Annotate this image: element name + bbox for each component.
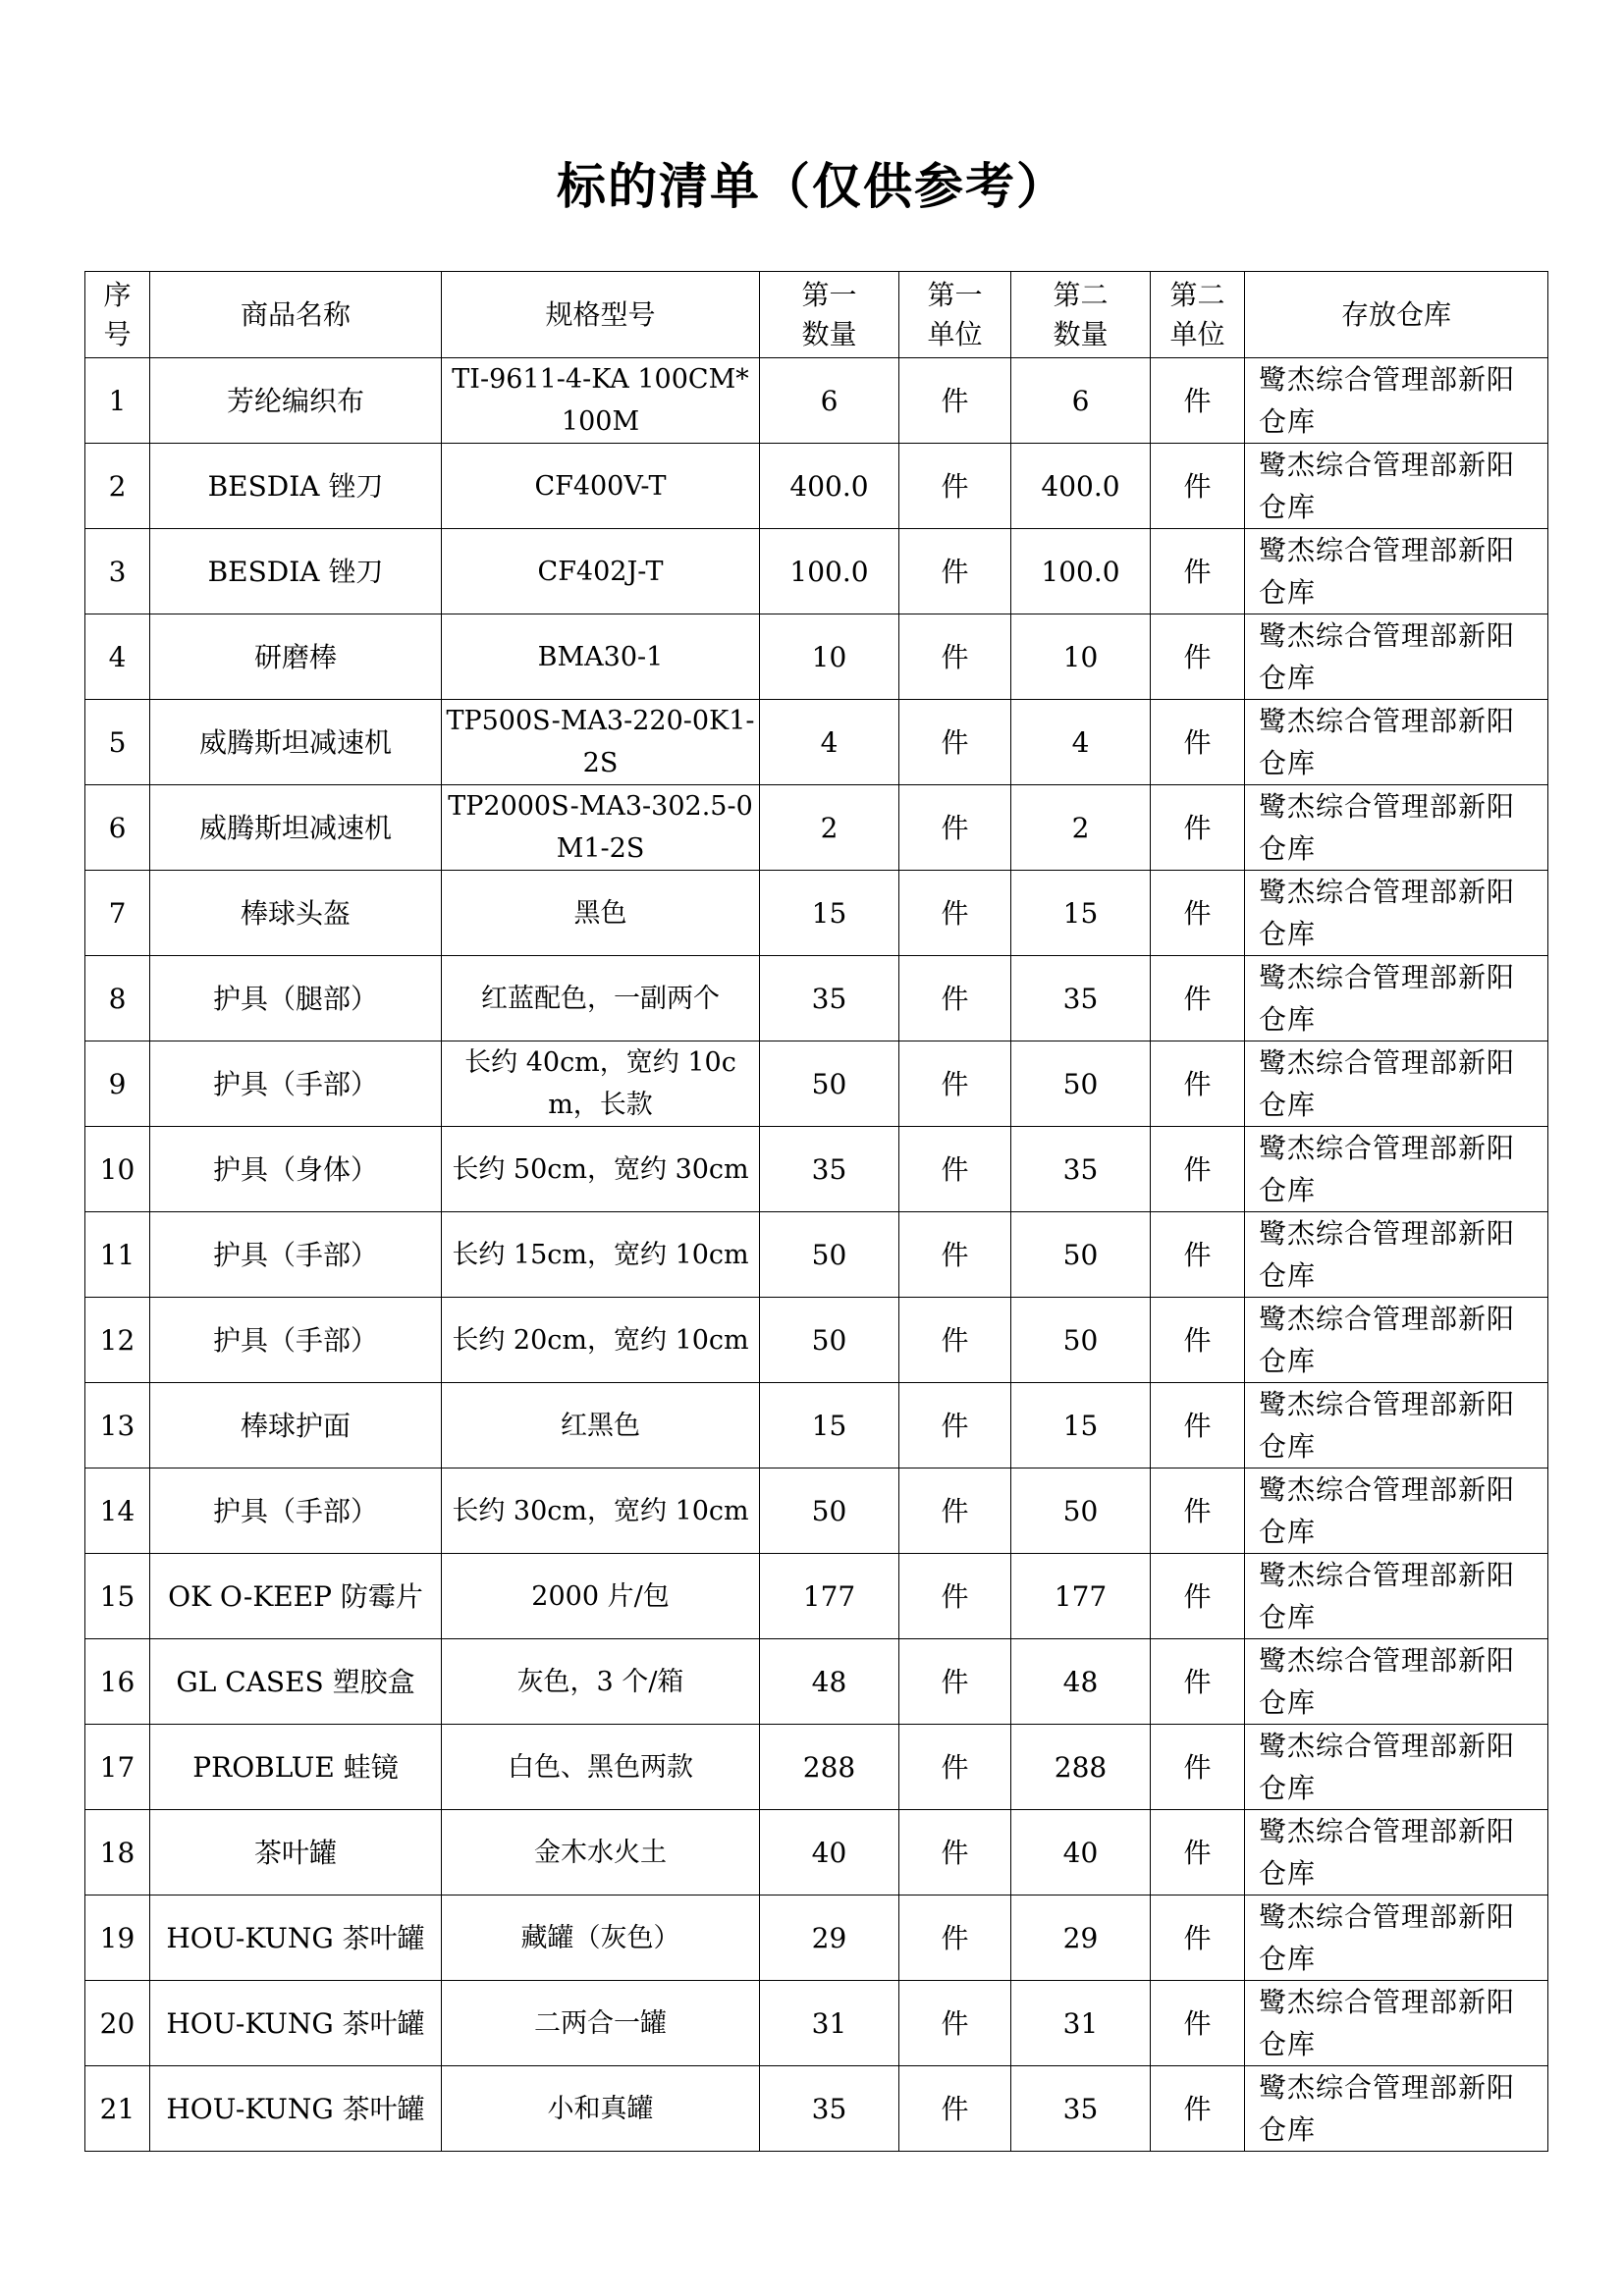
- cell-name: GL CASES 塑胶盒: [150, 1639, 442, 1725]
- cell-spec: CF402J-T: [442, 529, 760, 614]
- cell-warehouse: 鹭杰综合管理部新阳仓库: [1245, 1554, 1548, 1639]
- cell-name: PROBLUE 蛙镜: [150, 1725, 442, 1810]
- cell-name: 茶叶罐: [150, 1810, 442, 1896]
- cell-unit2: 件: [1151, 529, 1245, 614]
- cell-unit2: 件: [1151, 1298, 1245, 1383]
- cell-warehouse: 鹭杰综合管理部新阳仓库: [1245, 1468, 1548, 1554]
- cell-name: 护具（手部）: [150, 1212, 442, 1298]
- column-header-qty2: [1011, 272, 1151, 358]
- cell-seq: 2: [85, 444, 150, 529]
- cell-warehouse: 鹭杰综合管理部新阳仓库: [1245, 1212, 1548, 1298]
- cell-warehouse: 鹭杰综合管理部新阳仓库: [1245, 614, 1548, 700]
- cell-unit2: 件: [1151, 871, 1245, 956]
- column-header-unit1: [899, 272, 1011, 358]
- cell-qty2: 50: [1011, 1212, 1151, 1298]
- cell-qty2: 6: [1011, 358, 1151, 444]
- cell-name: HOU-KUNG 茶叶罐: [150, 1981, 442, 2066]
- cell-qty2: 2: [1011, 785, 1151, 871]
- cell-qty2: 29: [1011, 1896, 1151, 1981]
- table-row: [85, 785, 1548, 871]
- cell-qty1: 29: [760, 1896, 899, 1981]
- column-header-seq-line2: 号: [103, 317, 132, 350]
- cell-qty1: 50: [760, 1212, 899, 1298]
- cell-qty2: 50: [1011, 1298, 1151, 1383]
- cell-spec: 黑色: [442, 871, 760, 956]
- cell-qty2: 15: [1011, 871, 1151, 956]
- cell-spec: TP2000S-MA3-302.5-0M1-2S: [442, 785, 760, 871]
- cell-unit1: 件: [899, 1298, 1011, 1383]
- cell-unit1: 件: [899, 1810, 1011, 1896]
- cell-warehouse: 鹭杰综合管理部新阳仓库: [1245, 1383, 1548, 1468]
- cell-seq: 18: [85, 1810, 150, 1896]
- cell-qty1: 10: [760, 614, 899, 700]
- cell-unit1: 件: [899, 1554, 1011, 1639]
- cell-qty1: 48: [760, 1639, 899, 1725]
- cell-qty1: 6: [760, 358, 899, 444]
- cell-qty1: 35: [760, 1127, 899, 1212]
- cell-name: 护具（手部）: [150, 1041, 442, 1127]
- cell-qty1: 15: [760, 1383, 899, 1468]
- cell-seq: 4: [85, 614, 150, 700]
- cell-spec: 灰色，3 个/箱: [442, 1639, 760, 1725]
- cell-warehouse: 鹭杰综合管理部新阳仓库: [1245, 871, 1548, 956]
- cell-qty2: 400.0: [1011, 444, 1151, 529]
- cell-warehouse: 鹭杰综合管理部新阳仓库: [1245, 956, 1548, 1041]
- table-row: [85, 1725, 1548, 1810]
- cell-unit2: 件: [1151, 956, 1245, 1041]
- cell-seq: 11: [85, 1212, 150, 1298]
- cell-unit1: 件: [899, 1896, 1011, 1981]
- cell-unit2: 件: [1151, 1127, 1245, 1212]
- cell-unit2: 件: [1151, 1725, 1245, 1810]
- cell-warehouse: 鹭杰综合管理部新阳仓库: [1245, 1127, 1548, 1212]
- table-header-row: [85, 272, 1548, 358]
- table-row: [85, 1212, 1548, 1298]
- table-row: [85, 1554, 1548, 1639]
- cell-seq: 8: [85, 956, 150, 1041]
- cell-unit2: 件: [1151, 1981, 1245, 2066]
- column-header-unit2-line2: 单位: [1169, 317, 1225, 350]
- cell-qty1: 50: [760, 1041, 899, 1127]
- column-header-qty1: [760, 272, 899, 358]
- table-row: [85, 614, 1548, 700]
- table-row: [85, 1810, 1548, 1896]
- table-row: [85, 871, 1548, 956]
- cell-qty2: 35: [1011, 2066, 1151, 2152]
- cell-spec: 长约 40cm，宽约 10cm，长款: [442, 1041, 760, 1127]
- cell-name: 护具（腿部）: [150, 956, 442, 1041]
- cell-unit2: 件: [1151, 358, 1245, 444]
- table-row: [85, 1298, 1548, 1383]
- cell-name: 护具（手部）: [150, 1298, 442, 1383]
- column-header-warehouse: 存放仓库: [1245, 272, 1548, 358]
- cell-qty2: 35: [1011, 956, 1151, 1041]
- cell-unit2: 件: [1151, 1639, 1245, 1725]
- cell-seq: 9: [85, 1041, 150, 1127]
- cell-warehouse: 鹭杰综合管理部新阳仓库: [1245, 1810, 1548, 1896]
- cell-name: 棒球护面: [150, 1383, 442, 1468]
- cell-seq: 15: [85, 1554, 150, 1639]
- cell-warehouse: 鹭杰综合管理部新阳仓库: [1245, 1725, 1548, 1810]
- table-row: [85, 1639, 1548, 1725]
- cell-unit1: 件: [899, 614, 1011, 700]
- cell-qty2: 100.0: [1011, 529, 1151, 614]
- cell-warehouse: 鹭杰综合管理部新阳仓库: [1245, 700, 1548, 785]
- table-row: [85, 700, 1548, 785]
- cell-qty1: 31: [760, 1981, 899, 2066]
- cell-seq: 1: [85, 358, 150, 444]
- cell-unit1: 件: [899, 785, 1011, 871]
- column-header-spec: 规格型号: [442, 272, 760, 358]
- cell-spec: 2000 片/包: [442, 1554, 760, 1639]
- cell-unit2: 件: [1151, 614, 1245, 700]
- cell-qty1: 2: [760, 785, 899, 871]
- cell-name: BESDIA 锉刀: [150, 529, 442, 614]
- column-header-qty1-line2: 数量: [801, 317, 857, 350]
- cell-unit2: 件: [1151, 1468, 1245, 1554]
- cell-name: 威腾斯坦减速机: [150, 700, 442, 785]
- cell-qty1: 100.0: [760, 529, 899, 614]
- cell-spec: CF400V-T: [442, 444, 760, 529]
- cell-qty1: 40: [760, 1810, 899, 1896]
- cell-unit1: 件: [899, 358, 1011, 444]
- column-header-unit1-line2: 单位: [927, 317, 983, 350]
- cell-unit1: 件: [899, 529, 1011, 614]
- cell-unit1: 件: [899, 871, 1011, 956]
- cell-unit1: 件: [899, 1383, 1011, 1468]
- column-header-seq: [85, 272, 150, 358]
- cell-qty2: 35: [1011, 1127, 1151, 1212]
- column-header-name: 商品名称: [150, 272, 442, 358]
- cell-warehouse: 鹭杰综合管理部新阳仓库: [1245, 2066, 1548, 2152]
- cell-spec: 白色、黑色两款: [442, 1725, 760, 1810]
- column-header-qty2-line2: 数量: [1053, 317, 1109, 350]
- cell-name: BESDIA 锉刀: [150, 444, 442, 529]
- cell-spec: 长约 50cm，宽约 30cm: [442, 1127, 760, 1212]
- cell-unit2: 件: [1151, 1896, 1245, 1981]
- cell-unit1: 件: [899, 444, 1011, 529]
- cell-unit1: 件: [899, 956, 1011, 1041]
- cell-seq: 12: [85, 1298, 150, 1383]
- cell-qty1: 177: [760, 1554, 899, 1639]
- cell-unit1: 件: [899, 700, 1011, 785]
- cell-seq: 10: [85, 1127, 150, 1212]
- cell-qty1: 4: [760, 700, 899, 785]
- cell-warehouse: 鹭杰综合管理部新阳仓库: [1245, 358, 1548, 444]
- cell-warehouse: 鹭杰综合管理部新阳仓库: [1245, 529, 1548, 614]
- cell-spec: 二两合一罐: [442, 1981, 760, 2066]
- cell-seq: 14: [85, 1468, 150, 1554]
- column-header-unit2: [1151, 272, 1245, 358]
- cell-qty1: 35: [760, 2066, 899, 2152]
- table-row: [85, 1981, 1548, 2066]
- cell-spec: 金木水火土: [442, 1810, 760, 1896]
- cell-unit2: 件: [1151, 2066, 1245, 2152]
- cell-spec: TI-9611-4-KA 100CM*100M: [442, 358, 760, 444]
- table-row: [85, 358, 1548, 444]
- cell-seq: 19: [85, 1896, 150, 1981]
- cell-warehouse: 鹭杰综合管理部新阳仓库: [1245, 444, 1548, 529]
- cell-seq: 13: [85, 1383, 150, 1468]
- cell-unit1: 件: [899, 1639, 1011, 1725]
- cell-warehouse: 鹭杰综合管理部新阳仓库: [1245, 1639, 1548, 1725]
- cell-seq: 7: [85, 871, 150, 956]
- cell-unit2: 件: [1151, 1554, 1245, 1639]
- cell-qty1: 400.0: [760, 444, 899, 529]
- column-header-qty2-line1: 第二: [1053, 278, 1109, 311]
- cell-qty1: 35: [760, 956, 899, 1041]
- page-title: 标的清单（仅供参考）: [557, 158, 1067, 215]
- column-header-qty1-line1: 第一: [801, 278, 857, 311]
- cell-unit2: 件: [1151, 700, 1245, 785]
- cell-qty1: 15: [760, 871, 899, 956]
- cell-unit1: 件: [899, 1041, 1011, 1127]
- column-header-seq-line1: 序: [103, 278, 132, 311]
- cell-unit1: 件: [899, 1725, 1011, 1810]
- table-row: [85, 956, 1548, 1041]
- table-row: [85, 1127, 1548, 1212]
- cell-seq: 6: [85, 785, 150, 871]
- cell-warehouse: 鹭杰综合管理部新阳仓库: [1245, 1298, 1548, 1383]
- cell-warehouse: 鹭杰综合管理部新阳仓库: [1245, 1981, 1548, 2066]
- cell-unit1: 件: [899, 2066, 1011, 2152]
- cell-spec: 红黑色: [442, 1383, 760, 1468]
- cell-warehouse: 鹭杰综合管理部新阳仓库: [1245, 1041, 1548, 1127]
- item-list-table: [84, 271, 1548, 2152]
- cell-qty2: 31: [1011, 1981, 1151, 2066]
- column-header-unit1-line1: 第一: [927, 278, 983, 311]
- cell-name: HOU-KUNG 茶叶罐: [150, 1896, 442, 1981]
- cell-unit2: 件: [1151, 1041, 1245, 1127]
- cell-qty2: 177: [1011, 1554, 1151, 1639]
- cell-qty1: 50: [760, 1468, 899, 1554]
- cell-seq: 17: [85, 1725, 150, 1810]
- cell-spec: 藏罐（灰色）: [442, 1896, 760, 1981]
- table-row: [85, 2066, 1548, 2152]
- cell-qty2: 50: [1011, 1468, 1151, 1554]
- cell-seq: 5: [85, 700, 150, 785]
- cell-unit1: 件: [899, 1127, 1011, 1212]
- cell-qty2: 288: [1011, 1725, 1151, 1810]
- cell-seq: 16: [85, 1639, 150, 1725]
- cell-name: OK O-KEEP 防霉片: [150, 1554, 442, 1639]
- cell-warehouse: 鹭杰综合管理部新阳仓库: [1245, 785, 1548, 871]
- cell-seq: 3: [85, 529, 150, 614]
- cell-qty2: 48: [1011, 1639, 1151, 1725]
- cell-spec: 长约 20cm，宽约 10cm: [442, 1298, 760, 1383]
- cell-unit2: 件: [1151, 1383, 1245, 1468]
- cell-spec: TP500S-MA3-220-0K1-2S: [442, 700, 760, 785]
- cell-spec: 红蓝配色，一副两个: [442, 956, 760, 1041]
- cell-spec: 小和真罐: [442, 2066, 760, 2152]
- cell-name: 芳纶编织布: [150, 358, 442, 444]
- cell-name: HOU-KUNG 茶叶罐: [150, 2066, 442, 2152]
- cell-seq: 21: [85, 2066, 150, 2152]
- cell-unit1: 件: [899, 1981, 1011, 2066]
- cell-qty2: 4: [1011, 700, 1151, 785]
- table-row: [85, 444, 1548, 529]
- cell-qty1: 288: [760, 1725, 899, 1810]
- cell-name: 研磨棒: [150, 614, 442, 700]
- cell-name: 护具（身体）: [150, 1127, 442, 1212]
- cell-spec: 长约 30cm，宽约 10cm: [442, 1468, 760, 1554]
- cell-seq: 20: [85, 1981, 150, 2066]
- column-header-unit2-line1: 第二: [1169, 278, 1225, 311]
- cell-name: 护具（手部）: [150, 1468, 442, 1554]
- table-row: [85, 1468, 1548, 1554]
- cell-qty2: 40: [1011, 1810, 1151, 1896]
- table-row: [85, 1383, 1548, 1468]
- cell-unit1: 件: [899, 1212, 1011, 1298]
- table-row: [85, 529, 1548, 614]
- cell-unit2: 件: [1151, 1810, 1245, 1896]
- table-row: [85, 1041, 1548, 1127]
- cell-spec: BMA30-1: [442, 614, 760, 700]
- cell-unit2: 件: [1151, 785, 1245, 871]
- cell-unit1: 件: [899, 1468, 1011, 1554]
- cell-unit2: 件: [1151, 1212, 1245, 1298]
- cell-spec: 长约 15cm，宽约 10cm: [442, 1212, 760, 1298]
- cell-qty2: 50: [1011, 1041, 1151, 1127]
- cell-name: 棒球头盔: [150, 871, 442, 956]
- cell-name: 威腾斯坦减速机: [150, 785, 442, 871]
- cell-unit2: 件: [1151, 444, 1245, 529]
- cell-qty2: 10: [1011, 614, 1151, 700]
- table-row: [85, 1896, 1548, 1981]
- cell-qty1: 50: [760, 1298, 899, 1383]
- cell-qty2: 15: [1011, 1383, 1151, 1468]
- cell-warehouse: 鹭杰综合管理部新阳仓库: [1245, 1896, 1548, 1981]
